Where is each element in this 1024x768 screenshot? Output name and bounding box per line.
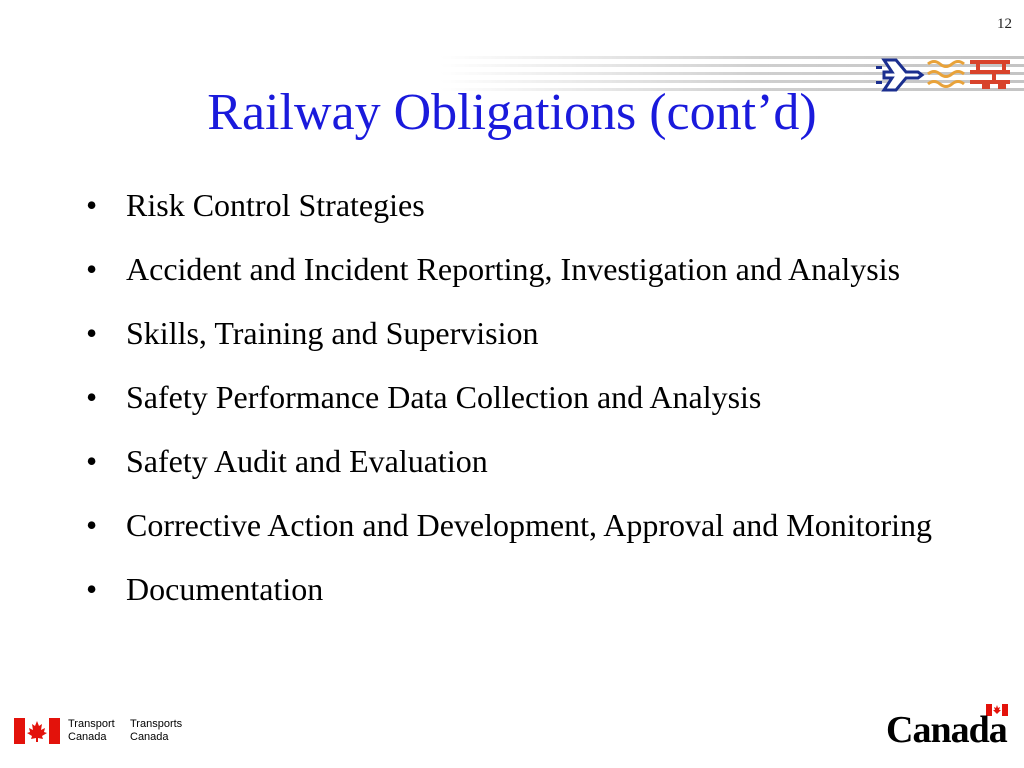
bullet-marker: •: [86, 187, 98, 223]
bullet-text: Skills, Training and Supervision: [126, 315, 539, 351]
bullet-marker: •: [86, 571, 98, 607]
slide-number: 12: [997, 16, 1012, 32]
transport-canada-signature: [14, 714, 214, 750]
bullet-text: Corrective Action and Development, Approval and Monitoring: [126, 507, 933, 543]
department-name-fr: [130, 718, 182, 744]
bullet-marker: •: [86, 443, 98, 479]
bullet-marker: •: [86, 507, 98, 543]
list-item: [86, 186, 946, 225]
bullet-text: Accident and Incident Reporting, Investigation and Analysis: [126, 251, 901, 287]
slide-title: Railway Obligations (cont’d): [207, 84, 817, 141]
list-item: [86, 506, 946, 545]
bullet-marker: •: [86, 315, 98, 351]
list-item: [86, 314, 946, 353]
bullet-marker: •: [86, 251, 98, 287]
wordmark-text: Canada: [886, 709, 1007, 751]
list-item: [86, 570, 946, 609]
canada-wordmark: [886, 704, 1010, 750]
bullet-text: Safety Audit and Evaluation: [126, 443, 488, 479]
department-en-line2: Canada: [68, 731, 107, 743]
department-name-en: [68, 718, 115, 744]
department-fr-line1: Transports: [130, 718, 183, 730]
bullet-text: Documentation: [126, 571, 324, 607]
bullet-text: Risk Control Strategies: [126, 187, 425, 223]
list-item: [86, 442, 946, 481]
bullet-list: [86, 186, 946, 634]
department-fr-line2: Canada: [130, 731, 169, 743]
list-item: [86, 250, 946, 289]
bullet-marker: •: [86, 379, 98, 415]
list-item: [86, 378, 946, 417]
bullet-text: Safety Performance Data Collection and Analysis: [126, 379, 762, 415]
canada-flag-icon: [14, 718, 60, 744]
department-en-line1: Transport: [68, 718, 115, 730]
